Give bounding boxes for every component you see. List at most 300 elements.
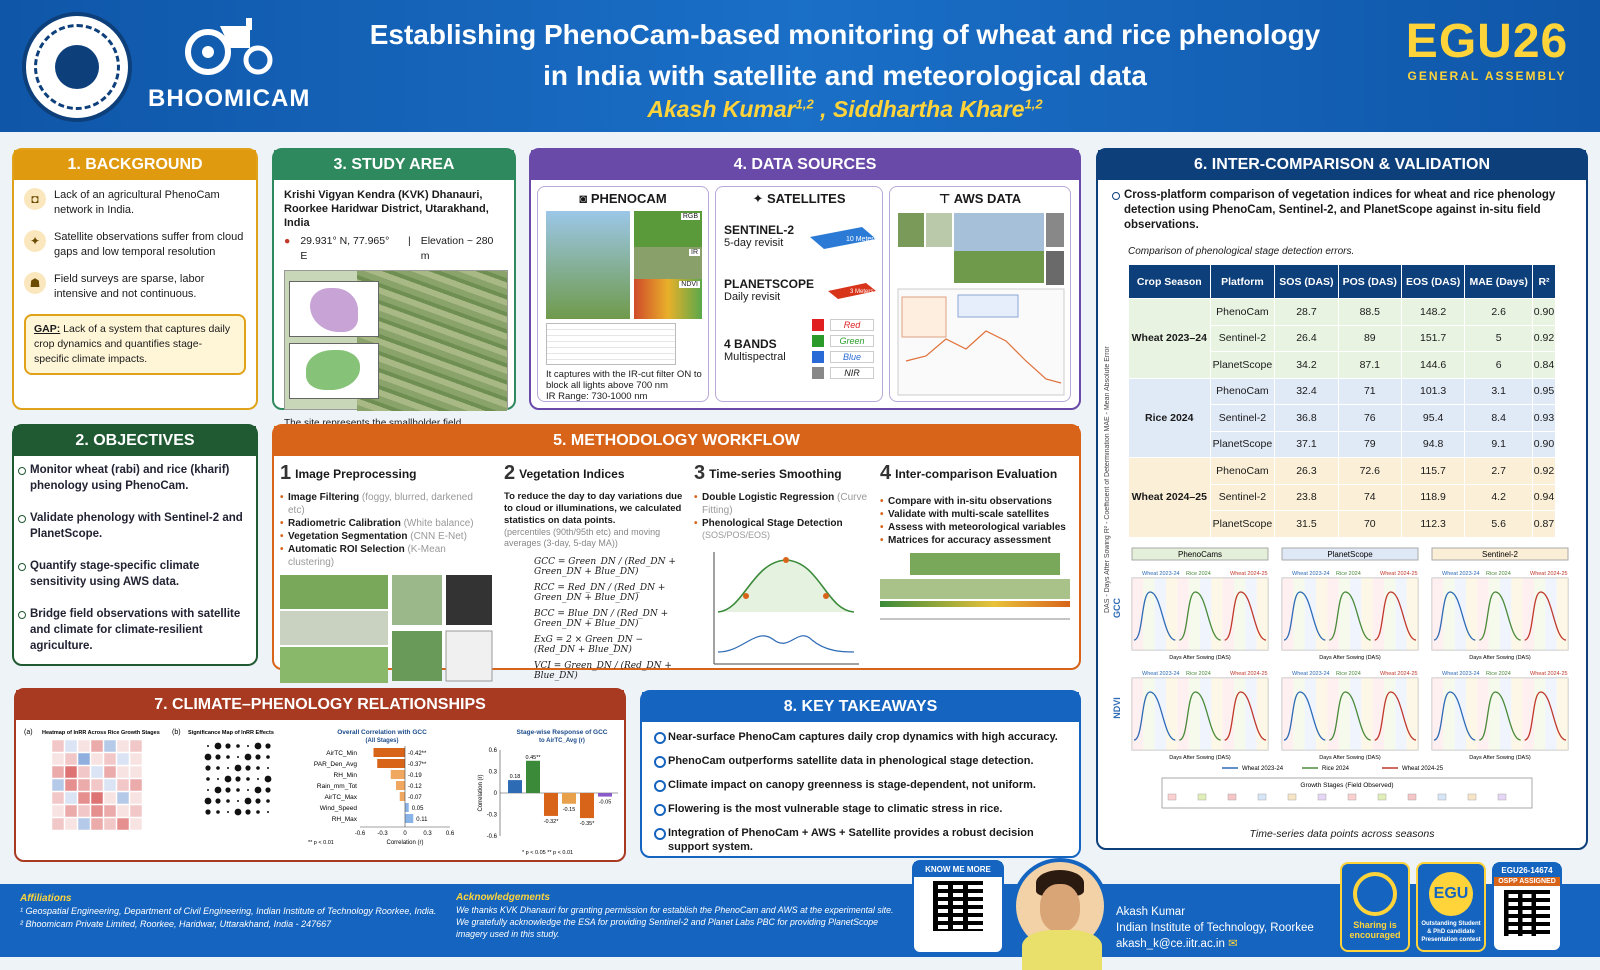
table-cell-platform: PhenoCam <box>1210 378 1275 405</box>
step-item <box>694 491 874 517</box>
heatmap-cell <box>104 792 116 804</box>
objectives-title: 2. OBJECTIVES <box>14 426 256 456</box>
rgb-label: RGB <box>682 213 698 220</box>
bhoomicam-logo <box>148 14 311 114</box>
significance-dot <box>217 778 219 780</box>
background-item-text: Lack of an agricultural PhenoCam network in India. <box>54 189 220 216</box>
growth-stage-band <box>1166 678 1177 750</box>
platform-header-label: PhenoCams <box>1177 550 1223 559</box>
table-cell-platform: PlanetScope <box>1210 431 1275 458</box>
band-item <box>812 335 874 347</box>
season-label: Wheat 2023-24 <box>1442 671 1480 677</box>
corr-bar <box>391 770 405 779</box>
bands-row <box>724 337 786 363</box>
table-row <box>1129 299 1556 326</box>
phenocam-column <box>537 186 709 402</box>
step-title: Time-series Smoothing <box>709 466 842 481</box>
growth-stage-swatch <box>1408 794 1416 800</box>
table-cell-pos: 88.5 <box>1338 299 1401 326</box>
crop-season-cell: Wheat 2023–24 <box>1129 299 1211 379</box>
growth-stage-band <box>1132 678 1143 750</box>
x-axis-label: Days After Sowing (DAS) <box>1169 755 1231 761</box>
growth-stage-band <box>1177 578 1188 650</box>
growth-stage-band <box>1143 678 1154 750</box>
takeaways-panel <box>640 690 1081 858</box>
corr-value-label: -0.42** <box>408 751 427 757</box>
table-cell-r2: 0.94 <box>1533 484 1556 511</box>
growth-stage-band <box>1361 678 1372 750</box>
heatmap-cell <box>65 779 77 791</box>
objective-item: Validate phenology with Sentinel-2 and PlanetScope. <box>18 510 252 542</box>
intercomparison-intro: Cross-platform comparison of vegetation indices for wheat and rice phenology detection using PhenoCam, Sentinel-2, and PlanetScope against in-situ field observations. <box>1112 188 1572 233</box>
egu-logo-sub: GENERAL ASSEMBLY <box>1407 69 1567 83</box>
egu-badge-text: EGU <box>1429 872 1473 916</box>
table-cell-sos: 28.7 <box>1275 299 1338 326</box>
growth-stage-band <box>1432 678 1443 750</box>
table-cell-mae: 3.1 <box>1465 378 1533 405</box>
corr-bar <box>396 781 405 790</box>
table-header-cell: EOS (DAS) <box>1401 265 1464 299</box>
objective-item: Quantify stage-specific climate sensitivity using AWS data. <box>18 558 252 590</box>
takeaway-item: Integration of PhenoCam + AWS + Satellite provides a robust decision support system. <box>654 826 1067 854</box>
methodology-title: 5. METHODOLOGY WORKFLOW <box>274 426 1079 456</box>
growth-stage-band <box>1523 578 1534 650</box>
table-cell-pos: 70 <box>1338 511 1401 538</box>
bands-title: 4 BANDS <box>724 337 777 351</box>
step-item <box>280 491 492 517</box>
step-vegetation-indices <box>504 462 684 687</box>
contact-email-row[interactable] <box>1116 936 1314 952</box>
significance-dot <box>255 754 260 759</box>
step-item: • Matrices for accuracy assessment <box>880 534 1076 547</box>
table-header-row <box>1129 265 1556 299</box>
x-axis-label: Days After Sowing (DAS) <box>1319 655 1381 661</box>
stage-bar <box>526 761 540 793</box>
ospp-qr-badge[interactable] <box>1492 862 1562 952</box>
heatmap-cell <box>117 740 129 752</box>
table-cell-platform: Sentinel-2 <box>1210 405 1275 432</box>
heatmap-cell <box>65 740 77 752</box>
data-sources-title: 4. DATA SOURCES <box>531 150 1079 180</box>
growth-stage-band <box>1407 678 1418 750</box>
heatmap-cell <box>104 740 116 752</box>
ospp-award-badge <box>1416 862 1486 952</box>
acknowledgements-title: Acknowledgements <box>456 892 550 903</box>
significance-dot <box>205 754 212 761</box>
corr-category-label: PAR_Den_Avg <box>313 761 357 768</box>
growth-stage-band <box>1316 678 1327 750</box>
step-item-bold: Image Filtering <box>288 492 360 503</box>
significance-dot <box>236 788 240 792</box>
table-cell-mae: 4.2 <box>1465 484 1533 511</box>
step-item-bold: Automatic ROI Selection <box>288 544 405 555</box>
table-cell-platform: PhenoCam <box>1210 458 1275 485</box>
step-title: Image Preprocessing <box>295 466 417 481</box>
corr-value-label: -0.19 <box>408 773 422 779</box>
growth-stage-band <box>1211 578 1222 650</box>
growth-stage-band <box>1511 678 1522 750</box>
growth-stage-band <box>1155 578 1166 650</box>
corr-chart-subtitle: (All Stages) <box>365 738 399 744</box>
acknowledgements <box>456 892 906 940</box>
band-item <box>812 367 874 379</box>
exg-equation: ExG = 2 × Green_DN − (Red_DN + Blue_DN) <box>534 635 644 655</box>
corr-category-label: AirTC_Max <box>324 794 357 801</box>
growth-stage-band <box>1282 578 1293 650</box>
table-cell-sos: 23.8 <box>1275 484 1338 511</box>
contact-institute: Indian Institute of Technology, Roorkee <box>1116 922 1314 934</box>
significance-dot <box>227 811 229 813</box>
table-cell-sos: 37.1 <box>1275 431 1338 458</box>
table-cell-r2: 0.84 <box>1533 352 1556 379</box>
growth-stage-band <box>1545 578 1556 650</box>
growth-stage-swatch <box>1348 794 1356 800</box>
state-inset-map <box>289 343 379 399</box>
significance-dot <box>256 766 260 770</box>
step-item-note: (CNN E-Net) <box>407 531 467 542</box>
growth-stage-band <box>1189 578 1200 650</box>
corr-tick-label: -0.3 <box>377 831 388 837</box>
heatmap-cell <box>91 753 103 765</box>
table-cell-mae: 5 <box>1465 325 1533 352</box>
growth-stage-band <box>1234 578 1245 650</box>
growth-stage-swatch <box>1318 794 1326 800</box>
growth-stage-band <box>1432 578 1443 650</box>
table-cell-eos: 112.3 <box>1401 511 1464 538</box>
significance-dot <box>206 777 210 781</box>
camera-icon <box>1353 872 1397 916</box>
heatmap-cell <box>130 792 142 804</box>
table-cell-r2: 0.92 <box>1533 325 1556 352</box>
growth-stage-swatch <box>1438 794 1446 800</box>
season-label: Wheat 2023-24 <box>1442 571 1480 577</box>
table-cell-mae: 8.4 <box>1465 405 1533 432</box>
growth-stage-band <box>1523 678 1534 750</box>
step-item <box>280 517 492 530</box>
takeaways-title: 8. KEY TAKEAWAYS <box>642 692 1079 722</box>
rgb-image <box>634 211 702 249</box>
significance-dot <box>225 743 230 748</box>
significance-dot <box>205 798 212 805</box>
ndvi-image <box>634 279 702 319</box>
table-header-cell: R² <box>1533 265 1556 299</box>
background-title: 1. BACKGROUND <box>14 150 256 180</box>
table-header-cell: MAE (Days) <box>1465 265 1533 299</box>
corr-chart-title: Overall Correlation with GCC <box>337 729 427 736</box>
heatmap-cell <box>130 740 142 752</box>
contact-email[interactable]: akash_k@ce.iitr.ac.in <box>1116 938 1225 950</box>
camera-spec-table <box>546 323 676 365</box>
ndvi-axis-label: NDVI <box>1112 697 1122 719</box>
stage-value-label: 0.45** <box>525 754 541 761</box>
camera-icon: ◙ <box>579 191 591 206</box>
climate-body <box>22 724 622 860</box>
acknowledgement-2: We gratefully acknowledge the ESA for providing Sentinel-2 and Planet Labs PBC for providing PlanetScope imagery used in this study. <box>456 917 879 939</box>
corr-x-label: Correlation (r) <box>386 840 424 846</box>
table-cell-r2: 0.90 <box>1533 299 1556 326</box>
ospp-award-text: Outstanding Student & PhD candidate Presentation contest <box>1421 921 1481 943</box>
table-header-cell: SOS (DAS) <box>1275 265 1338 299</box>
background-item-text: Field surveys are sparse, labor intensive and not continuous. <box>54 273 205 300</box>
step-text-2: (percentiles (90th/95th etc) and moving averages (3-day, 5-day MA)) <box>504 527 661 548</box>
gcc-equation: GCC = Green_DN / (Red_DN + Green_DN + Blue_DN) <box>534 557 676 577</box>
growth-stage-band <box>1339 578 1350 650</box>
table-cell-mae: 6 <box>1465 352 1533 379</box>
step-image-preprocessing <box>280 462 492 690</box>
growth-stage-band <box>1293 678 1304 750</box>
season-label: Rice 2024 <box>1186 571 1211 577</box>
significance-dot <box>235 776 240 781</box>
step-text: To reduce the day to day variations due to cloud or illuminations, we calculated statistics on data points. <box>504 491 683 526</box>
significance-dot <box>246 777 250 781</box>
table-cell-eos: 118.9 <box>1401 484 1464 511</box>
table-cell-mae: 2.6 <box>1465 299 1533 326</box>
table-cell-eos: 94.8 <box>1401 431 1464 458</box>
stage-bar <box>562 793 576 804</box>
planetscope-tile-graphic <box>826 281 878 303</box>
step-title: Inter-comparison Evaluation <box>895 466 1058 481</box>
table-cell-eos: 144.6 <box>1401 352 1464 379</box>
methodology-panel <box>272 424 1081 681</box>
heatmap-cell <box>78 818 90 830</box>
table-header-cell: Platform <box>1210 265 1275 299</box>
sentinel-tile-graphic <box>806 225 878 253</box>
heatmap-cell <box>117 766 129 778</box>
heatmap-cell <box>130 818 142 830</box>
takeaway-item: Flowering is the most vulnerable stage to climatic stress in rice. <box>654 802 1067 816</box>
stage-value-label: -0.32* <box>543 818 559 825</box>
season-label: Wheat 2023-24 <box>1142 571 1180 577</box>
growth-stage-swatch <box>1258 794 1266 800</box>
growth-stage-swatch <box>1198 794 1206 800</box>
phenocam-note-1: It captures with the IR-cut filter ON to block all lights above 700 nm <box>546 369 702 391</box>
season-label: Wheat 2023-24 <box>1292 671 1330 677</box>
growth-stage-band <box>1545 678 1556 750</box>
growth-stage-band <box>1361 578 1372 650</box>
significance-dot <box>205 765 210 770</box>
growth-stage-band <box>1373 678 1384 750</box>
stage-value-label: -0.05 <box>598 799 612 806</box>
climate-panel <box>14 688 626 862</box>
affiliations-title: Affiliations <box>20 893 72 904</box>
corr-note: ** p < 0.01 <box>308 840 334 846</box>
growth-stage-swatch <box>1468 794 1476 800</box>
step-item: • Validate with multi-scale satellites <box>880 508 1076 521</box>
poster-header <box>0 0 1600 132</box>
growth-stage-band <box>1455 678 1466 750</box>
planetscope-name: PLANETSCOPE <box>724 277 815 291</box>
corr-tick-label: 0 <box>403 831 407 837</box>
bhoomicam-name: BHOOMICAM <box>148 85 311 112</box>
step-item-note: (Curve Fitting) <box>702 492 868 516</box>
table-cell-sos: 31.5 <box>1275 511 1338 538</box>
season-label: Wheat 2023-24 <box>1142 671 1180 677</box>
stage-tick-label: 0.3 <box>488 769 497 776</box>
heatmap-cell <box>65 805 77 817</box>
study-coords-row: ● 29.931° N, 77.965° E | Elevation ~ 280 m <box>284 234 504 264</box>
heatmap-cell <box>91 779 103 791</box>
author-2: Siddhartha Khare <box>832 96 1025 122</box>
stage-y-label: Correlation (r) <box>478 774 484 812</box>
growth-stage-band <box>1257 578 1268 650</box>
stage-bar <box>580 793 594 818</box>
growth-stage-band <box>1489 678 1500 750</box>
band-list <box>812 319 874 383</box>
heatmap-cell <box>104 779 116 791</box>
significance-dot <box>245 809 250 814</box>
stage-bar <box>598 793 612 797</box>
growth-stage-band <box>1211 678 1222 750</box>
x-axis-label: Days After Sowing (DAS) <box>1469 655 1531 661</box>
step-item: • Compare with in-situ observations <box>880 495 1076 508</box>
heatmap-cell <box>130 766 142 778</box>
table-cell-eos: 151.7 <box>1401 325 1464 352</box>
corr-category-label: RH_Max <box>331 816 357 823</box>
season-label: Wheat 2024-25 <box>1380 571 1418 577</box>
heatmap-title: Heatmap of InRR Across Rice Growth Stages <box>42 730 160 736</box>
significance-dot <box>257 778 259 780</box>
heatmap-cell <box>117 753 129 765</box>
heatmap-cell <box>52 805 64 817</box>
ospp-assigned-label: OSPP ASSIGNED <box>1494 877 1560 886</box>
satellite-icon: ✦ <box>752 191 768 206</box>
season-label: Rice 2024 <box>1186 671 1211 677</box>
growth-stage-band <box>1489 578 1500 650</box>
sentinel-row <box>724 223 794 249</box>
step-number: 3 <box>694 462 706 484</box>
growth-stage-band <box>1500 578 1511 650</box>
corr-category-label: Rain_mm_Tot <box>316 783 357 790</box>
iit-roorkee-logo <box>22 12 132 122</box>
heatmap-cell <box>65 818 77 830</box>
band-name: Blue <box>830 351 874 363</box>
band-name: Green <box>830 335 874 347</box>
satellites-column <box>715 186 883 402</box>
contact-name: Akash Kumar <box>1116 906 1186 918</box>
step-item-bold: Phenological Stage Detection <box>702 518 843 529</box>
panel-a-label: (a) <box>24 729 33 736</box>
growth-stage-band <box>1327 578 1338 650</box>
significance-dot <box>267 767 269 769</box>
egu-abstract-code: EGU26-14674 <box>1494 864 1560 877</box>
table-cell-platform: PlanetScope <box>1210 352 1275 379</box>
table-cell-pos: 74 <box>1338 484 1401 511</box>
season-label: Wheat 2024-25 <box>1380 671 1418 677</box>
significance-dot <box>237 800 239 802</box>
egu-logo-text: EGU26 <box>1405 15 1569 68</box>
significance-dot <box>245 765 250 770</box>
table-cell-eos: 95.4 <box>1401 405 1464 432</box>
table-row <box>1129 378 1556 405</box>
season-label: Wheat 2024-25 <box>1230 671 1268 677</box>
step-number: 2 <box>504 462 516 484</box>
crop-season-cell: Rice 2024 <box>1129 378 1211 458</box>
significance-dot <box>226 799 230 803</box>
double-logistic-diagram <box>694 544 864 674</box>
significance-dot <box>266 799 270 803</box>
growth-stage-band <box>1557 578 1568 650</box>
heatmap-cell <box>65 766 77 778</box>
phenocam-note-2: IR Range: 730-1000 nm <box>546 391 648 402</box>
significance-dot <box>247 789 249 791</box>
know-me-more-label: KNOW ME MORE <box>914 862 1002 877</box>
significance-dot <box>215 743 222 750</box>
sharing-label: Sharing is encouraged <box>1349 920 1401 940</box>
significance-dot <box>205 809 210 814</box>
growth-stage-band <box>1350 578 1361 650</box>
crop-stage-strip <box>880 553 1070 643</box>
india-inset-map <box>289 281 379 337</box>
corr-bar <box>400 792 405 801</box>
vci-equation: VCI = Green_DN / (Red_DN + Blue_DN) <box>534 661 672 681</box>
planetscope-resolution: 3 Meters <box>850 289 874 295</box>
significance-dot <box>247 745 249 747</box>
significance-dot <box>215 787 222 794</box>
heatmap-cell <box>104 818 116 830</box>
satellites-label: SATELLITES <box>767 191 846 206</box>
significance-dot <box>216 810 220 814</box>
table-cell-platform: Sentinel-2 <box>1210 484 1275 511</box>
background-panel <box>12 148 258 410</box>
heatmap-cell <box>52 766 64 778</box>
season-label: Wheat 2023-24 <box>1292 571 1330 577</box>
table-cell-pos: 76 <box>1338 405 1401 432</box>
gap-box <box>24 314 246 375</box>
camera-icon: ◘ <box>24 188 46 210</box>
growth-stage-band <box>1177 678 1188 750</box>
heatmap-cell <box>52 753 64 765</box>
growth-stage-band <box>1395 678 1406 750</box>
step-item-bold: Radiometric Calibration <box>288 518 401 529</box>
growth-stage-band <box>1282 678 1293 750</box>
timeseries-grid <box>1112 548 1578 818</box>
aws-label: AWS DATA <box>953 191 1022 206</box>
step-item-note: (White balance) <box>400 518 474 529</box>
table-cell-pos: 71 <box>1338 378 1401 405</box>
growth-stage-band <box>1200 678 1211 750</box>
study-coords: 29.931° N, 77.965° E <box>300 235 390 262</box>
growth-stage-swatch <box>1228 794 1236 800</box>
growth-stage-band <box>1234 678 1245 750</box>
know-me-more-qr[interactable] <box>912 860 1004 954</box>
satellite-icon: ✦ <box>24 230 46 252</box>
growth-stage-band <box>1143 578 1154 650</box>
study-area-title: 3. STUDY AREA <box>274 150 514 180</box>
heatmap-cell <box>78 740 90 752</box>
table-cell-eos: 115.7 <box>1401 458 1464 485</box>
corr-value-label: -0.07 <box>408 795 422 801</box>
table-cell-sos: 32.4 <box>1275 378 1338 405</box>
corr-tick-label: 0.3 <box>423 831 432 837</box>
growth-stage-swatch <box>1288 794 1296 800</box>
sharing-badge <box>1340 862 1410 952</box>
significance-dot <box>265 776 272 783</box>
gap-text: Lack of a system that captures daily crop dynamics and quantifies stage-specific climate impacts. <box>34 323 231 365</box>
growth-stage-band <box>1500 678 1511 750</box>
sentinel-revisit: 5-day revisit <box>724 237 784 249</box>
growth-stage-band <box>1384 678 1395 750</box>
table-cell-platform: PhenoCam <box>1210 299 1275 326</box>
stage-tick-label: 0 <box>493 791 497 797</box>
significance-dot <box>226 755 230 759</box>
authors: Akash Kumar$^{1,2}$ , Siddhartha Khare$^{1,2}$ <box>647 96 1043 122</box>
stage-tick-label: 0.6 <box>488 748 497 754</box>
corr-bar <box>405 803 409 812</box>
significance-dot <box>225 787 230 792</box>
table-cell-eos: 101.3 <box>1401 378 1464 405</box>
season-label: Rice 2024 <box>1336 571 1361 577</box>
growth-stage-band <box>1534 578 1545 650</box>
